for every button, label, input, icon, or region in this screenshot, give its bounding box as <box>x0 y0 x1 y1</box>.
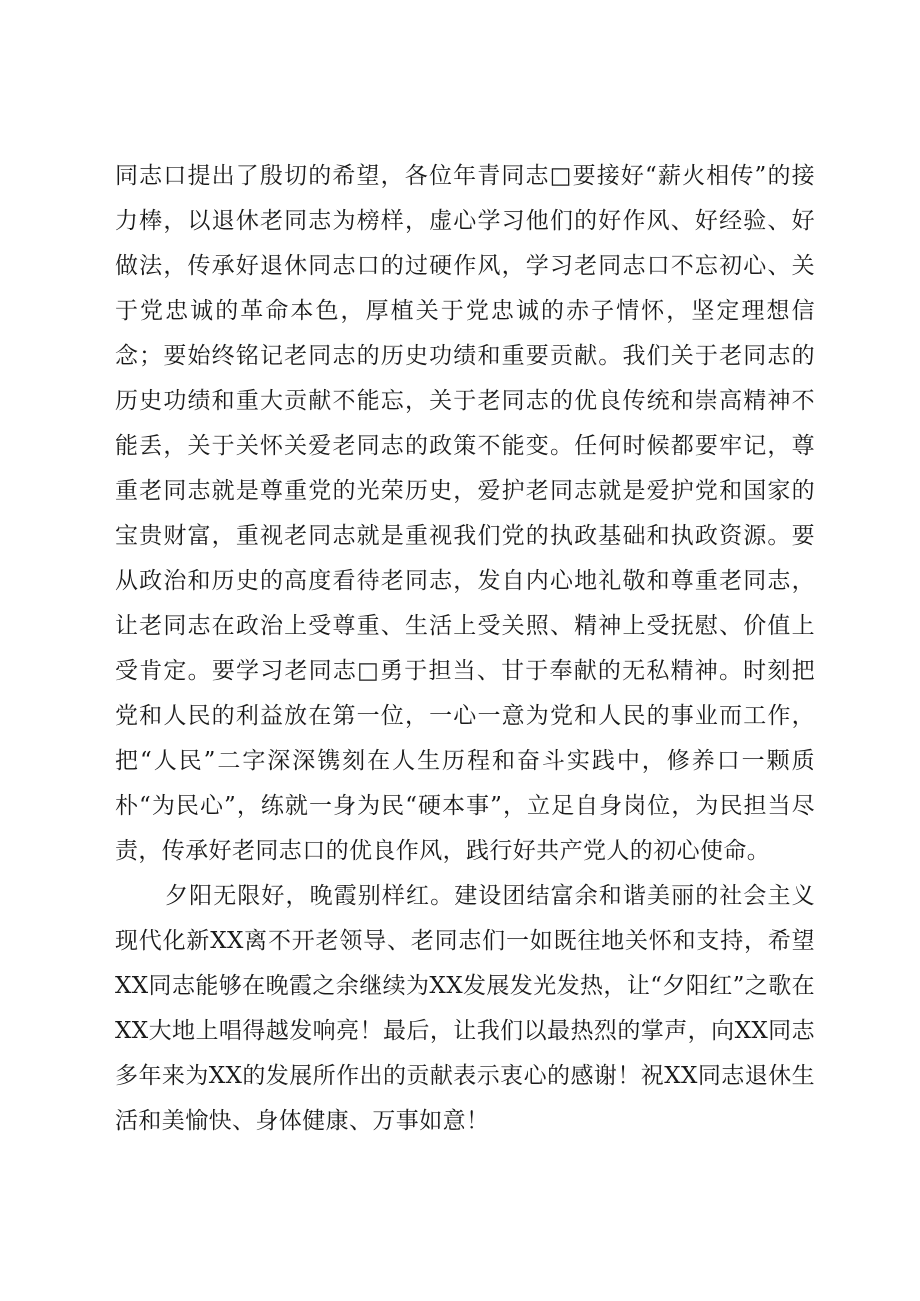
paragraph-2: 夕阳无限好，晚霞别样红。建设团结富余和谐美丽的社会主义现代化新XX离不开老领导、老同志们一如既往地关怀和支持，希望XX同志能够在晚霞之余继续为XX发展发光发热，让“夕阳红”之歌在XX大地上唱得越发响亮！最后，让我们以最热烈的掌声，向XX同志多年来为XX的发展所作出的贡献表示衷心的感谢！祝XX同志退休生活和美愉快、身体健康、万事如意！ <box>115 883 816 1134</box>
paragraph-1: 同志口提出了殷切的希望，各位年青同志□要接好“薪火相传”的接力棒，以退休老同志为榜样，虚心学习他们的好作风、好经验、好做法，传承好退休同志口的过硬作风，学习老同志口不忘初心、关于党忠诚的革命本色，厚植关于党忠诚的赤子情怀，坚定理想信念；要始终铭记老同志的历史功绩和重要贡献。我们关于老同志的历史功绩和重大贡献不能忘，关于老同志的优良传统和崇高精神不能丢，关于关怀关爱老同志的政策不能变。任何时候都要牢记，尊重老同志就是尊重党的光荣历史，爱护老同志就是爱护党和国家的宝贵财富，重视老同志就是重视我们党的执政基础和执政资源。要从政治和历史的高度看待老同志，发自内心地礼敬和尊重老同志，让老同志在政治上受尊重、生活上受关照、精神上受抚慰、价值上受肯定。要学习老同志□勇于担当、甘于奉献的无私精神。时刻把党和人民的利益放在第一位，一心一意为党和人民的事业而工作，把“人民”二字深深镌刻在人生历程和奋斗实践中，修养口一颗质朴“为民心”，练就一身为民“硬本事”，立足自身岗位，为民担当尽责，传承好老同志口的优良作风，践行好共产党人的初心使命。 <box>115 163 815 864</box>
document-body <box>115 154 815 1144</box>
